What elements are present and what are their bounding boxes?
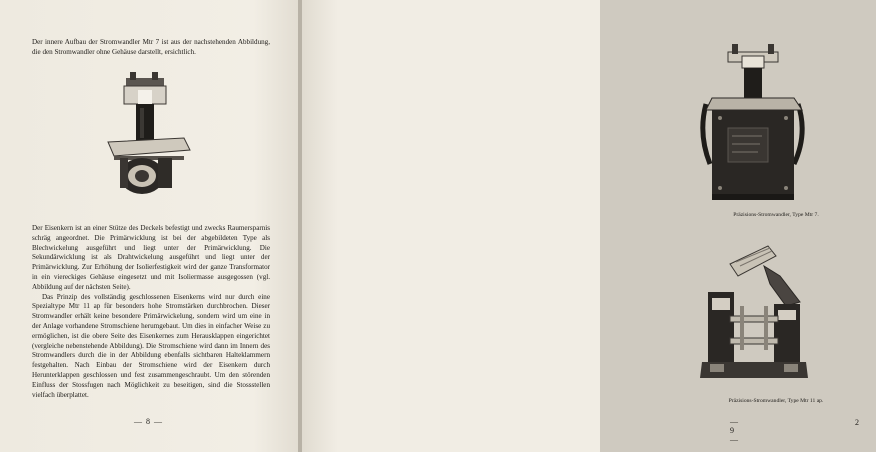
corner-number: 2	[855, 418, 860, 427]
page-number-left: — 8 —	[134, 417, 163, 426]
body-paragraph-2: Das Prinzip des vollständig geschlossenen Eisenkerns wird nur durch eine Spezialtype Mtr 11 ap für besonders hohe Stromstärken durchbrochen. Dieser Stromwandler erhält keine besondere Primärwickelung, sondern wird um eine in der Anlage vorhandene Stromschiene herumgebaut. Um dies in einfacher Weise zu ermöglichen, ist die obere Seite des Eisenkernes zum Herausklappen eingerichtet (vergleiche nebenstehende Abbildung). Die Stromschiene wird dann im Innern des Stromwandlers durch die in der Abbildung ebenfalls sichtbaren Halteklammern festgehalten. Nach Einbau der Stromschiene wird der Eisenkern durch Herunterklappen geschlossen und fest zusammengeschraubt. Um den störenden Einfluss der Stossfugen nach Möglichkeit zu beseitigen, sind die Stossstellen vielfach überplattet.	[32, 292, 270, 399]
right-page	[302, 0, 860, 452]
intro-text: Der innere Aufbau der Stromwandler Mtr 7 ist aus der nachstehenden Abbildung, die den Stromwandler ohne Gehäuse darstellt, ersichtlich.	[32, 38, 270, 56]
intro-paragraph	[32, 38, 270, 58]
caption-mtr7: Präzisions-Stromwandler, Type Mtr 7.	[733, 212, 819, 218]
transformer-mtr7-photo	[698, 44, 808, 204]
transformer-mtr11ap-photo	[700, 246, 810, 386]
caption-mtr11ap: Präzisions-Stromwandler, Type Mtr 11 ap.	[728, 398, 824, 404]
transformer-core-illustration	[104, 72, 194, 200]
body-paragraphs	[32, 224, 270, 400]
page-number-right: — 9 —	[730, 417, 739, 444]
body-paragraph-1: Der Eisenkern ist an einer Stütze des Deckels befestigt und zwecks Raumersparnis schräg angeordnet. Die Primärwicklung ist bei der abgebildeten Type als Blechwickelung ausgeführt und liegt unter der Primärwicklung. Die Sekundärwicklung ist als Drahtwickelung ausgeführt und liegt unter der Primärwicklung. Zur Erhöhung der Isolierfestigkeit wird der ganze Transformator in ein viereckiges Gehäuse eingesetzt und mit Isoliermasse ausgegossen (vgl. Abbildung auf der nächsten Seite).	[32, 224, 270, 291]
left-page	[0, 0, 298, 452]
